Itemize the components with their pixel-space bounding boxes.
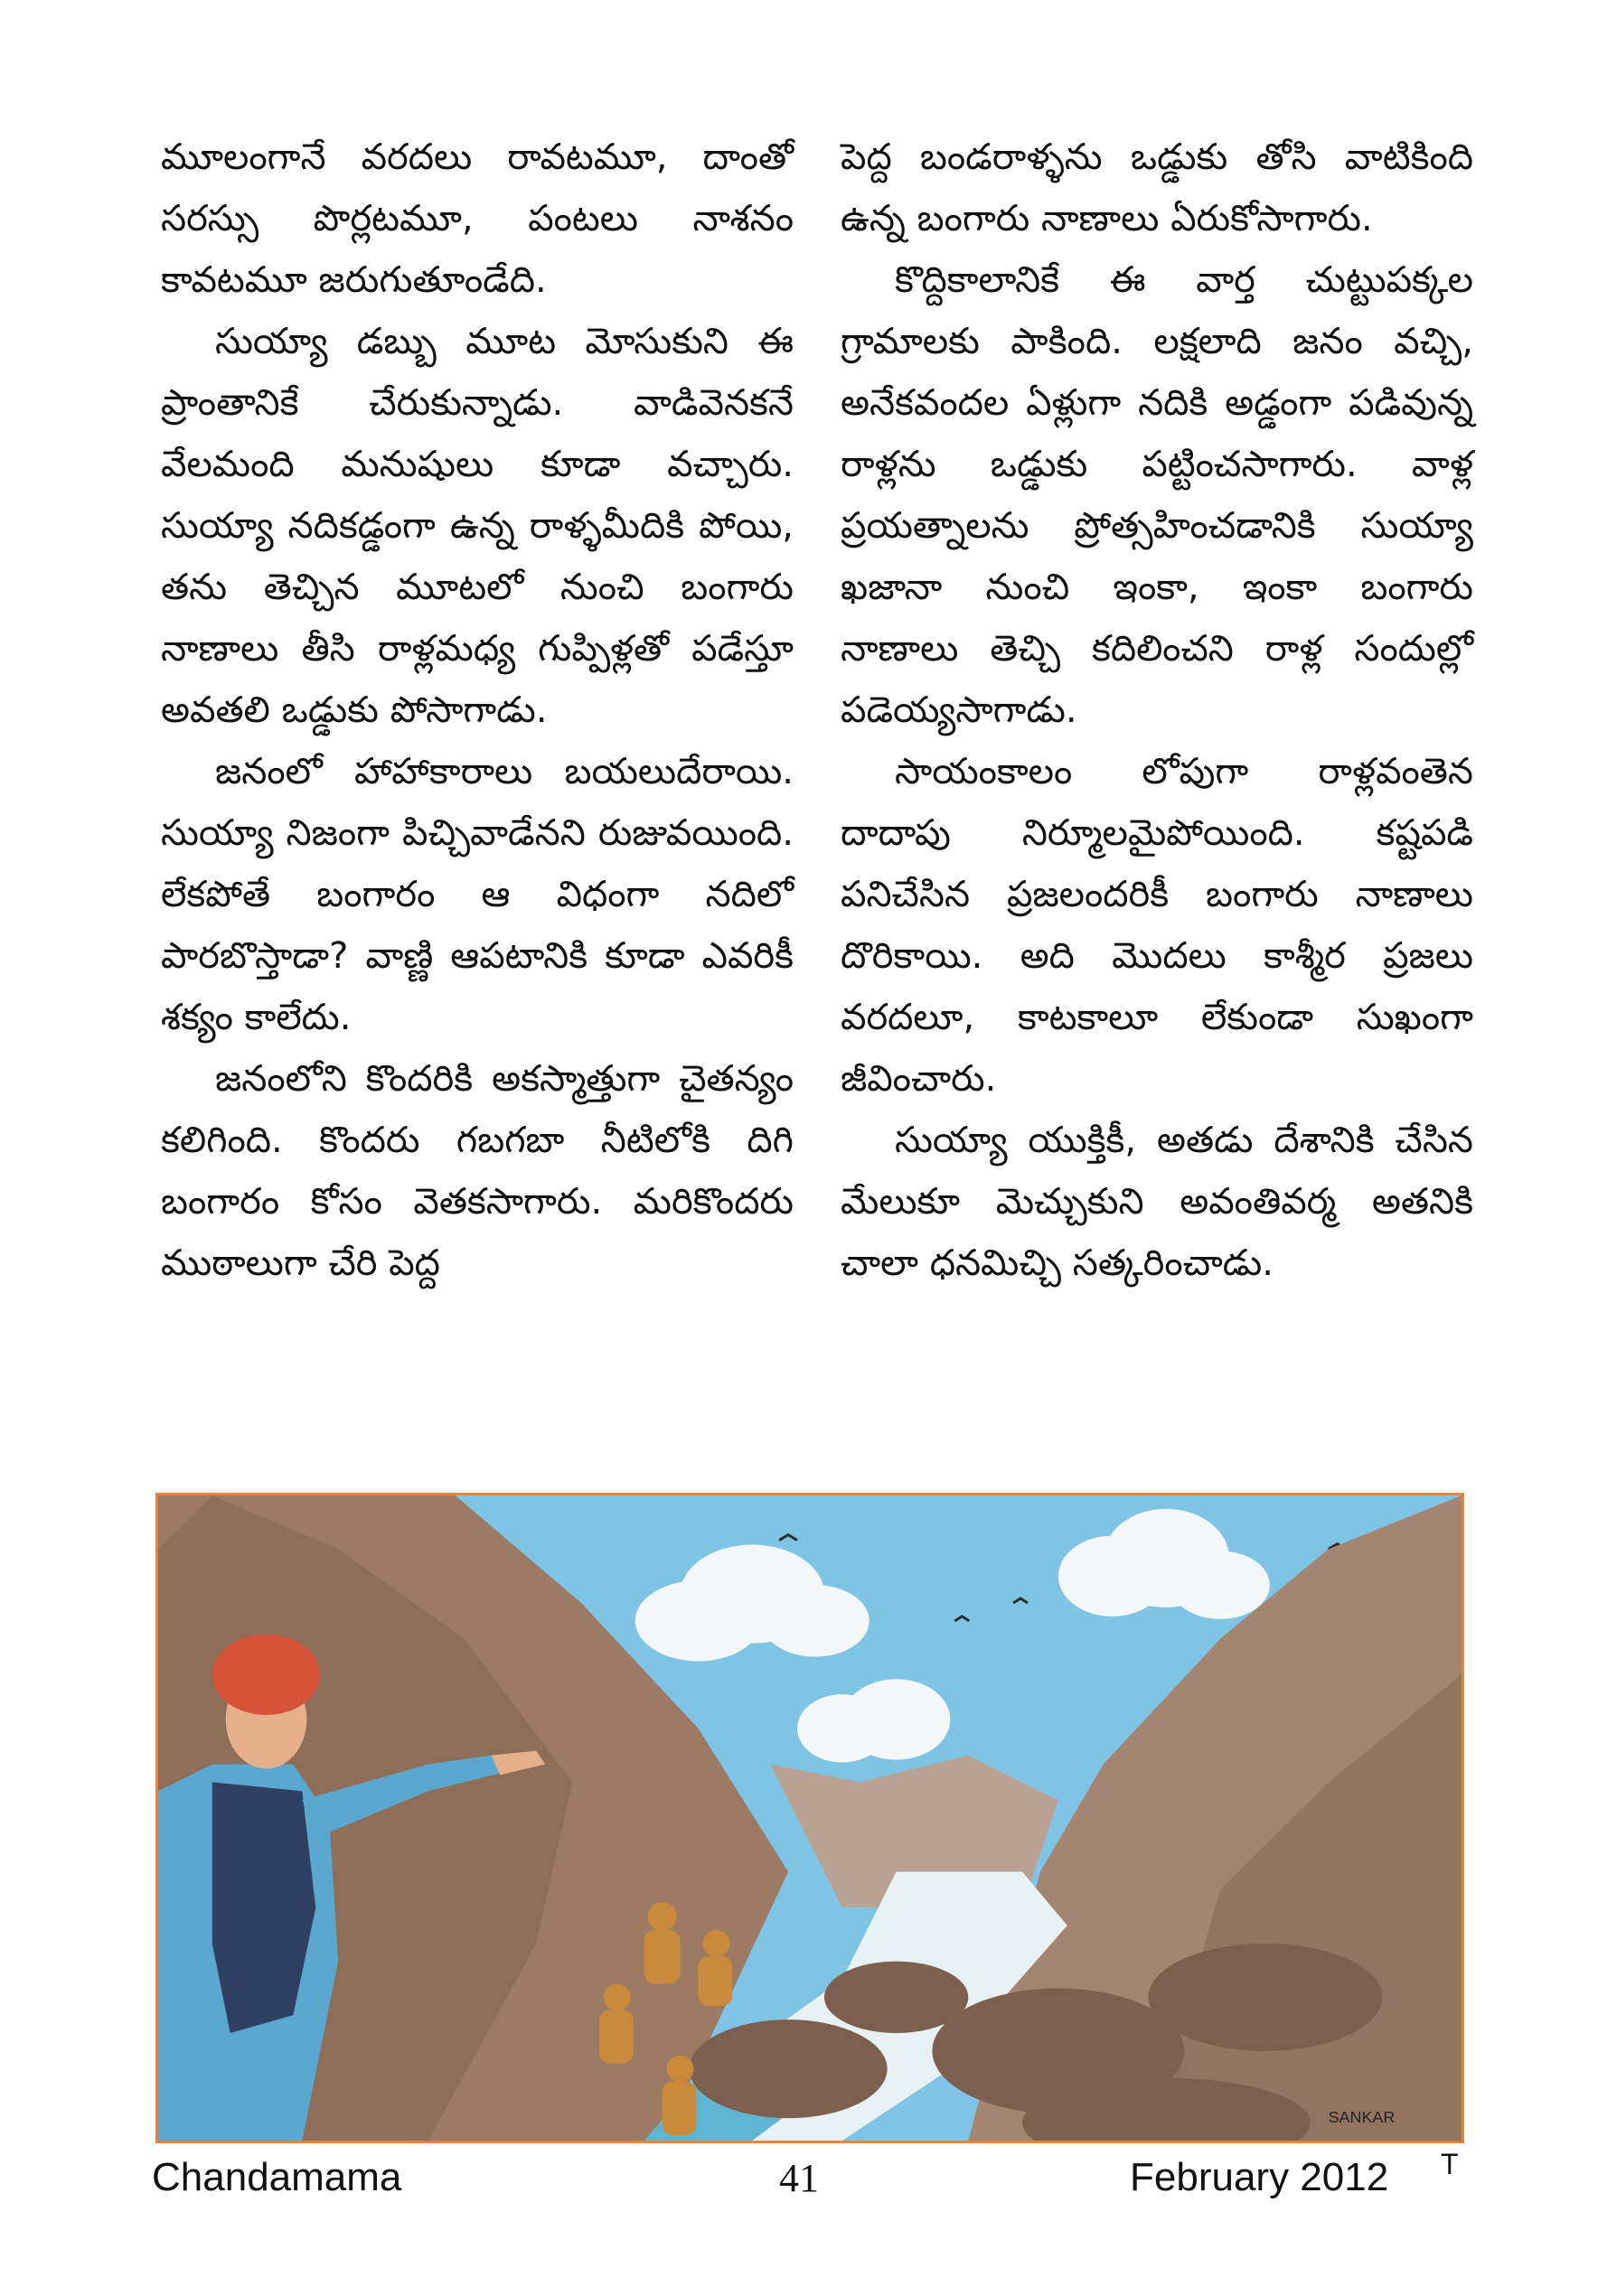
paragraph: సుయ్యా డబ్బు మూట మోసుకుని ఈ ప్రాంతానికే చేరుకున్నాడు. వాడివెనకనే వేలమంది మనుషులు కూడా వచ్చారు. సుయ్యా నదికడ్డంగా ఉన్న రాళ్ళమీదికి పోయి, తను తెచ్చిన మూటలో నుంచి బంగారు నాణాలు తీసి రాళ్లమధ్య గుప్పిళ్లతో పడేస్తూ అవతలి ఒడ్డుకు పోసాగాడు.	[161, 321, 794, 731]
article-right-column	[841, 127, 1473, 1294]
paragraph: పెద్ద బండరాళ్ళను ఒడ్డుకు తోసి వాటికింది ఉన్న బంగారు నాణాలు ఏరుకోసాగారు.	[841, 136, 1473, 239]
page-number: 41	[779, 2156, 819, 2200]
paragraph: సుయ్యా యుక్తికీ, అతడు దేశానికి చేసిన మేలుకూ మెచ్చుకుని అవంతివర్మ అతనికి చాలా ధనమిచ్చి సత్కరించాడు.	[841, 1120, 1473, 1284]
paragraph: జనంలో హాహాకారాలు బయలుదేరాయి. సుయ్యా నిజంగా పిచ్చివాడేనని రుజువయింది. లేకపోతే బంగారం ఆ విధంగా నదిలో పారబొస్తాడా? వాణ్ణి ఆపటానికి కూడా ఎవరికీ శక్యం కాలేదు.	[161, 751, 794, 1038]
issue-date: February 2012	[1130, 2155, 1389, 2199]
paragraph: మూలంగానే వరదలు రావటమూ, దాంతో సరస్సు పొర్లటమూ, పంటలు నాశనం కావటమూ జరుగుతూండేది.	[161, 136, 794, 301]
article-left-column	[161, 127, 794, 1294]
artist-signature: SANKAR	[1328, 2108, 1396, 2127]
page-footer	[0, 2148, 1598, 2218]
edition-mark: T	[1441, 2148, 1459, 2180]
paragraph: జనంలోని కొందరికి అకస్మాత్తుగా చైతన్యం కలిగింది. కొందరు గబగబా నీటిలోకి దిగి బంగారం కోసం వెతకసాగారు. మరికొందరు ముఠాలుగా చేరి పెద్ద	[161, 1058, 794, 1284]
paragraph: సాయంకాలం లోపుగా రాళ్లవంతెన దాదాపు నిర్మూలమైపోయింది. కష్టపడి పనిచేసిన ప్రజలందరికీ బంగారు నాణాలు దొరికాయి. అది మొదలు కాశ్మీర ప్రజలు వరదలూ, కాటకాలూ లేకుండా సుఖంగా జీవించారు.	[841, 751, 1473, 1100]
story-illustration	[155, 1493, 1464, 2143]
paragraph: కొద్దికాలానికే ఈ వార్త చుట్టుపక్కల గ్రామాలకు పాకింది. లక్షలాది జనం వచ్చి, అనేకవందల ఏళ్లుగా నదికి అడ్డంగా పడివున్న రాళ్లను ఒడ్డుకు పట్టించసాగారు. వాళ్ల ప్రయత్నాలను ప్రోత్సహించడానికి సుయ్యా ఖజానా నుంచి ఇంకా, ఇంకా బంగారు నాణాలు తెచ్చి కదిలించని రాళ్ల సందుల్లో పడెయ్యసాగాడు.	[841, 259, 1473, 731]
magazine-name: Chandamama	[152, 2155, 402, 2199]
